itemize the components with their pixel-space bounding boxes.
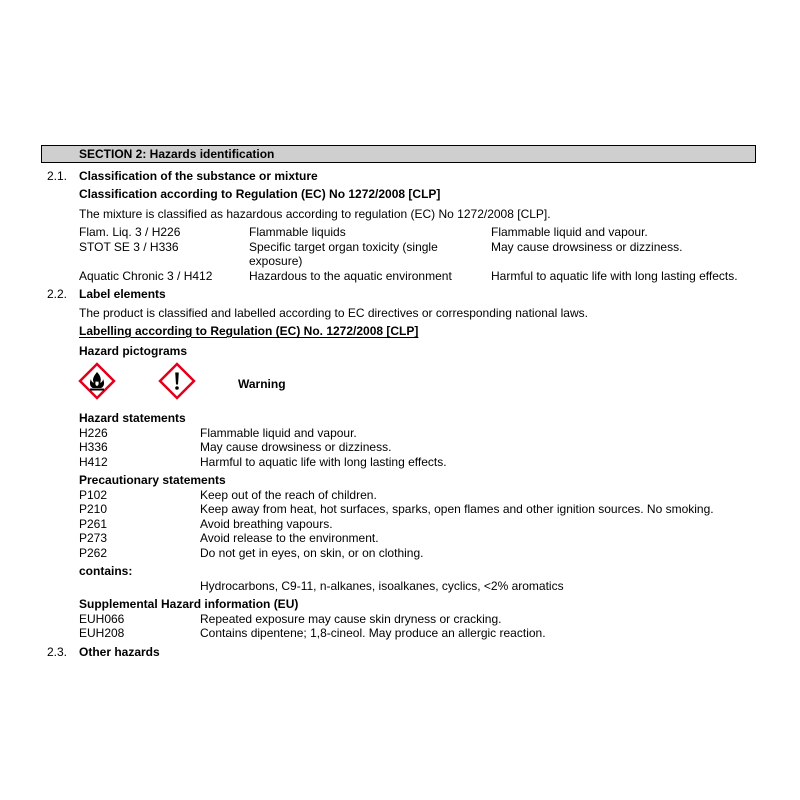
- section-2-2-heading: Label elements: [79, 287, 166, 301]
- classification-code: STOT SE 3 / H336: [79, 240, 179, 254]
- classification-code: Aquatic Chronic 3 / H412: [79, 269, 213, 283]
- contains-heading: contains:: [79, 564, 133, 578]
- hazard-statements-heading: Hazard statements: [79, 411, 186, 425]
- hazard-text: Flammable liquid and vapour.: [200, 426, 357, 440]
- precaution-text: Avoid breathing vapours.: [200, 517, 333, 531]
- hazard-text: Harmful to aquatic life with long lasting effects.: [200, 455, 447, 469]
- hazard-text: May cause drowsiness or dizziness.: [200, 440, 392, 454]
- classification-statement: Harmful to aquatic life with long lasting effects.: [491, 269, 738, 283]
- signal-word: Warning: [238, 377, 286, 391]
- classification-category: Hazardous to the aquatic environment: [249, 269, 452, 283]
- labelling-regulation-heading: Labelling according to Regulation (EC) No. 1272/2008 [CLP]: [79, 324, 419, 338]
- hazard-code: H336: [79, 440, 108, 454]
- classification-code: Flam. Liq. 3 / H226: [79, 225, 181, 239]
- precaution-code: P261: [79, 517, 108, 531]
- precautionary-statements-heading: Precautionary statements: [79, 473, 226, 487]
- section-title: SECTION 2: Hazards identification: [79, 147, 275, 161]
- supplemental-text: Contains dipentene; 1,8-cineol. May produce an allergic reaction.: [200, 626, 546, 640]
- supplemental-code: EUH208: [79, 626, 125, 640]
- labelling-intro: The product is classified and labelled according to EC directives or corresponding national laws.: [79, 306, 588, 320]
- precaution-text: Do not get in eyes, on skin, or on clothing.: [200, 546, 424, 560]
- supplemental-hazard-heading: Supplemental Hazard information (EU): [79, 597, 299, 611]
- classification-category: Flammable liquids: [249, 225, 346, 239]
- section-2-3-heading: Other hazards: [79, 645, 160, 659]
- hazard-code: H226: [79, 426, 108, 440]
- classification-intro: The mixture is classified as hazardous according to regulation (EC) No 1272/2008 [CLP].: [79, 207, 551, 221]
- section-header-bar: [41, 145, 756, 163]
- section-2-3-number: 2.3.: [47, 645, 68, 659]
- classification-statement: May cause drowsiness or dizziness.: [491, 240, 683, 254]
- precaution-text: Keep out of the reach of children.: [200, 488, 377, 502]
- classification-category-continued: exposure): [249, 254, 303, 268]
- contains-text: Hydrocarbons, C9-11, n-alkanes, isoalkanes, cyclics, <2% aromatics: [200, 579, 564, 593]
- hazard-code: H412: [79, 455, 108, 469]
- precaution-code: P210: [79, 502, 108, 516]
- exclamation-mark-pictogram-icon: [157, 361, 197, 401]
- section-2-1-number: 2.1.: [47, 169, 68, 183]
- precaution-code: P273: [79, 531, 108, 545]
- hazard-pictograms-heading: Hazard pictograms: [79, 344, 188, 358]
- section-2-1-heading: Classification of the substance or mixture: [79, 169, 318, 183]
- precaution-code: P262: [79, 546, 108, 560]
- classification-category: Specific target organ toxicity (single: [249, 240, 438, 254]
- precaution-text: Keep away from heat, hot surfaces, sparks, open flames and other ignition sources. No smoking.: [200, 502, 714, 516]
- precaution-code: P102: [79, 488, 108, 502]
- supplemental-text: Repeated exposure may cause skin dryness or cracking.: [200, 612, 502, 626]
- flame-pictogram-icon: [77, 361, 117, 401]
- classification-regulation-heading: Classification according to Regulation (EC) No 1272/2008 [CLP]: [79, 187, 441, 201]
- precaution-text: Avoid release to the environment.: [200, 531, 379, 545]
- classification-statement: Flammable liquid and vapour.: [491, 225, 648, 239]
- section-2-2-number: 2.2.: [47, 287, 68, 301]
- supplemental-code: EUH066: [79, 612, 125, 626]
